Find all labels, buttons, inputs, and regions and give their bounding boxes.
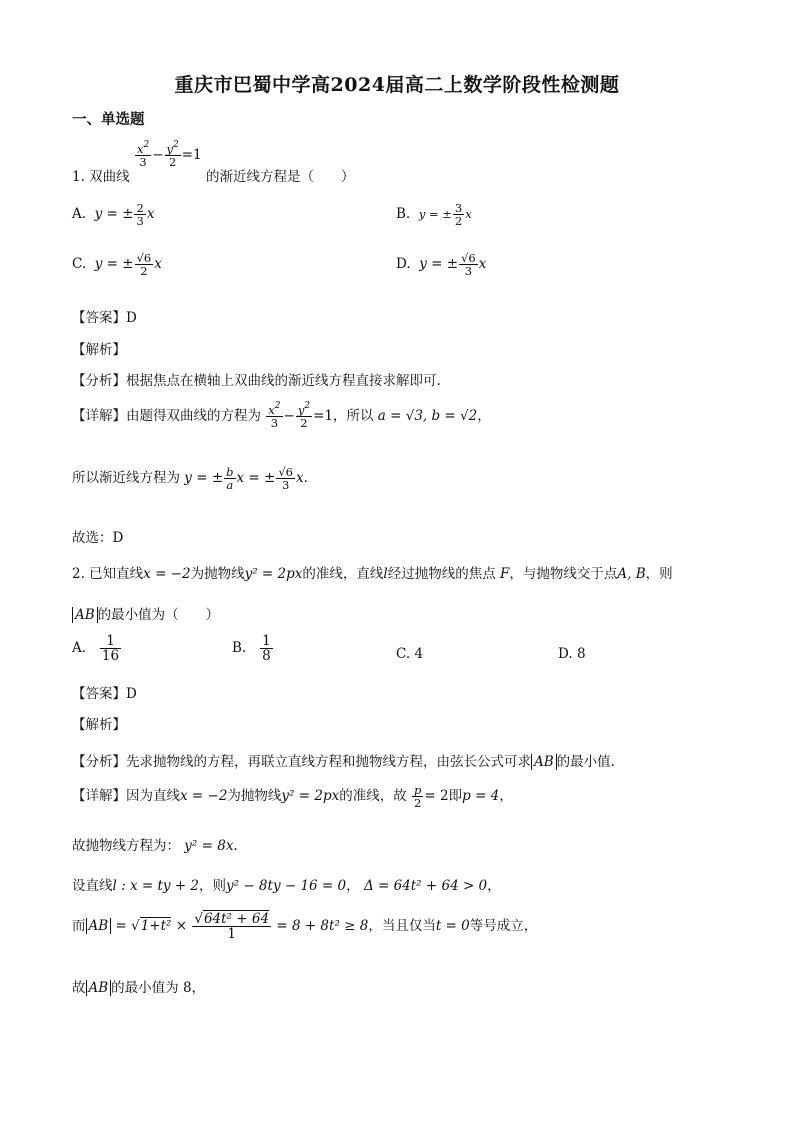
q1-analysis: 【分析】根据焦点在横轴上双曲线的渐近线方程直接求解即可. bbox=[72, 373, 441, 389]
q2-parabola-eq: 故抛物线方程为： y² = 8x. bbox=[72, 838, 238, 854]
q1-jiexi: 【解析】 bbox=[72, 342, 126, 358]
q2-stem-line1: 2. 已知直线x = −2为抛物线y² = 2px的准线，直线l经过抛物线的焦点 F，与抛物线交于点A, B，则 bbox=[72, 566, 673, 582]
q2-answer: 【答案】D bbox=[72, 686, 137, 702]
q2-option-d[interactable]: D. 8 bbox=[558, 646, 586, 662]
q1-option-b[interactable]: B. y = ± $\frac{3}{2}$ x bbox=[396, 201, 472, 229]
page-title: 重庆市巴蜀中学高2024届高二上数学阶段性检测题 bbox=[174, 74, 620, 96]
q1-option-d[interactable]: D. y = ± $\frac{√6}{3}$ x bbox=[396, 251, 487, 279]
q2-detail: 【详解】因为直线x = −2为抛物线y² = 2px的准线，故 $\frac{p}{2}$ = 2即p = 4， bbox=[72, 783, 513, 811]
q2-jiexi: 【解析】 bbox=[72, 717, 126, 733]
q2-option-c[interactable]: C. 4 bbox=[396, 646, 424, 662]
section-heading: 一、单选题 bbox=[72, 111, 145, 128]
q2-set-line: 设直线l : x = ty + 2，则y² − 8ty − 16 = 0， Δ = 64t² + 64 > 0， bbox=[72, 878, 501, 894]
q2-final: 故 AB 的最小值为 8， bbox=[72, 980, 206, 996]
q1-hyperbola-eq: $\frac{x^2}{3}$ − $\frac{y^2}{2}$ =1 bbox=[136, 140, 202, 170]
q2-option-a[interactable]: A. $\frac{1}{16}$ bbox=[72, 633, 120, 665]
q1-answer: 【答案】D bbox=[72, 310, 137, 326]
q1-stem-prefix: 1. 双曲线 bbox=[72, 169, 130, 185]
q2-chord-length: 而 AB = √1+t² × $\frac{\text{√64t² + 64}}{1}$ = 8 + 8t² ≥ 8，当且仅当t = 0等号成立， bbox=[72, 911, 538, 943]
q1-option-a[interactable]: A. y = ± $\frac{2}{3}$ x bbox=[72, 201, 155, 229]
q2-option-b[interactable]: B. $\frac{1}{8}$ bbox=[232, 633, 271, 665]
q2-analysis: 【分析】先求抛物线的方程，再联立直线方程和抛物线方程，由弦长公式可求 AB 的最小值. bbox=[72, 754, 615, 770]
q1-detail: 【详解】由题得双曲线的方程为 $\frac{x^2}{3}$ − $\frac{y^2}{2}$ =1，所以 a = √3, b = √2， bbox=[72, 401, 491, 431]
q1-selection: 故选：D bbox=[72, 530, 124, 546]
q2-stem-line2: AB 的最小值为（ ） bbox=[72, 603, 219, 623]
q1-asymptote-result: 所以渐近线方程为 y = ± $\frac{b}{a}$ x = ± $\frac{√6}{3}$ x. bbox=[72, 465, 308, 493]
q1-option-c[interactable]: C. y = ± $\frac{√6}{2}$ x bbox=[72, 251, 162, 279]
q1-stem bbox=[72, 140, 355, 185]
q1-stem-suffix: 的渐近线方程是（ ） bbox=[205, 169, 355, 185]
